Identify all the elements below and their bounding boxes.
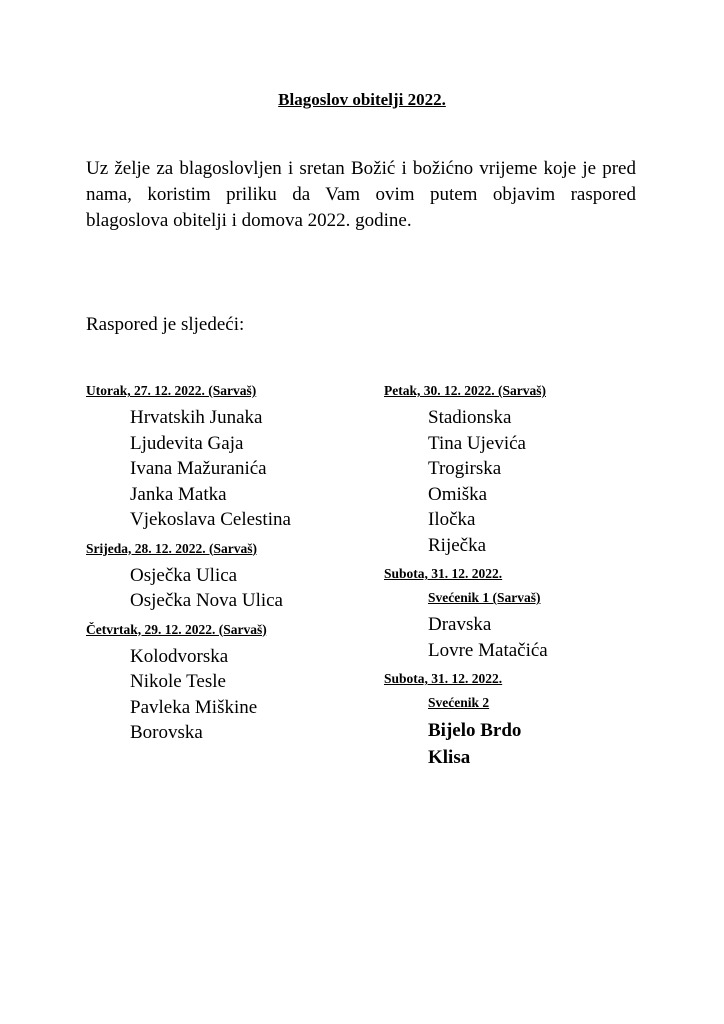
- street-item: Ljudevita Gaja: [130, 432, 244, 454]
- street-item: Nikole Tesle: [130, 671, 226, 692]
- priest-heading-1: Svećenik 1 (Sarvaš): [428, 590, 541, 605]
- street-item: Dravska: [428, 614, 492, 635]
- schedule-right-column: [384, 381, 664, 777]
- day-heading-tuesday: Utorak, 27. 12. 2022. (Sarvaš): [86, 383, 257, 398]
- street-list-tuesday: [86, 405, 356, 533]
- day-heading-wednesday: Srijeda, 28. 12. 2022. (Sarvaš): [86, 540, 257, 556]
- street-list-thursday: [86, 644, 356, 746]
- place-item: Klisa: [428, 747, 471, 768]
- day-heading-saturday-2: Subota, 31. 12. 2022.: [384, 671, 503, 686]
- day-heading-friday: Petak, 30. 12. 2022. (Sarvaš): [384, 383, 546, 398]
- street-list-wednesday: [86, 563, 356, 614]
- street-item: Iločka: [428, 509, 476, 530]
- street-item: Osječka Ulica: [130, 564, 238, 586]
- street-item: Janka Matka: [130, 483, 227, 505]
- street-item: Hrvatskih Junaka: [130, 407, 263, 428]
- street-item: Borovska: [130, 722, 203, 743]
- street-item: Osječka Nova Ulica: [130, 590, 283, 611]
- street-item: Pavleka Miškine: [130, 696, 258, 718]
- street-item: Trogirska: [428, 458, 502, 479]
- street-item: Kolodvorska: [130, 645, 229, 667]
- street-item: Tina Ujevića: [428, 432, 526, 454]
- street-item: Ivana Mažuranića: [130, 458, 267, 479]
- street-list-saturday-2: [384, 717, 664, 771]
- document-title: Blagoslov obitelji 2022.: [278, 90, 446, 109]
- place-item: Bijelo Brdo: [428, 720, 522, 741]
- street-list-friday: [384, 405, 664, 558]
- priest-heading-2: Svećenik 2: [428, 695, 490, 710]
- street-item: Riječka: [428, 534, 487, 556]
- street-item: Stadionska: [428, 407, 512, 428]
- schedule-lead: Raspored je sljedeći:: [86, 314, 245, 335]
- schedule-left-column: [86, 381, 356, 752]
- day-heading-thursday: Četvrtak, 29. 12. 2022. (Sarvaš): [86, 621, 267, 637]
- street-item: Vjekoslava Celestina: [130, 509, 291, 530]
- intro-paragraph: Uz želje za blagoslovljen i sretan Božić i božićno vrijeme koje je pred nama, koristim priliku da Vam ovim putem objavim raspored blagoslova obitelji i domova 2022. godine.: [86, 158, 636, 231]
- day-heading-saturday-1: Subota, 31. 12. 2022.: [384, 566, 503, 581]
- street-item: Omiška: [428, 483, 488, 505]
- street-item: Lovre Matačića: [428, 639, 548, 661]
- street-list-saturday-1: [384, 612, 664, 663]
